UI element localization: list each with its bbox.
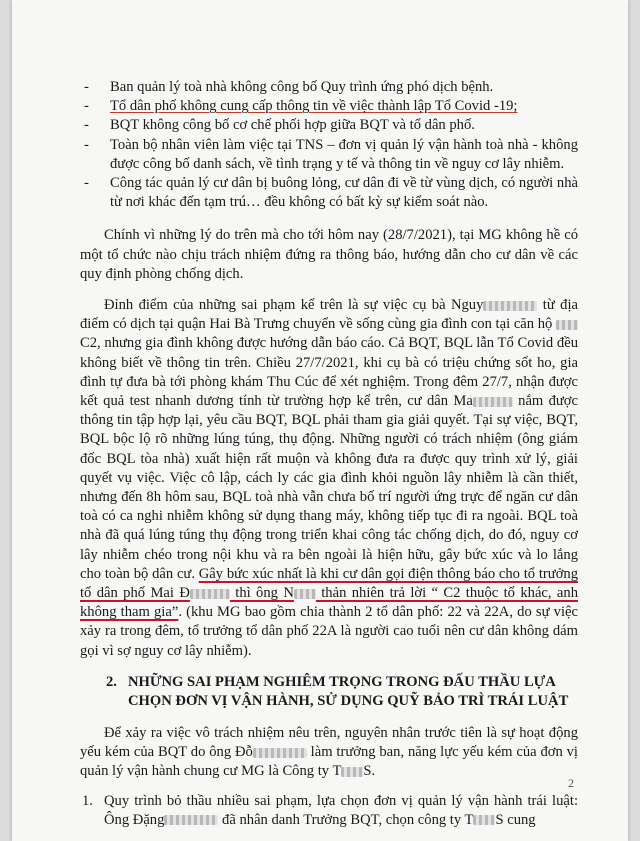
list-item: 1. Quy trình bỏ thầu nhiều sai phạm, lựa chọn đơn vị quản lý vận hành trái luật: Ông Đặng đã nhân danh Trưởng BQT, chọn công ty T S cung <box>82 792 578 828</box>
list-item: - BQT không công bố cơ chế phối hợp giữa BQT và tổ dân phố. <box>84 117 475 134</box>
redacted-name <box>483 301 537 311</box>
redacted-name <box>253 748 307 758</box>
paragraph-reason: Chính vì những lý do trên mà cho tới hôm nay (28/7/2021), tại MG không hề có một tổ chức nào chịu trách nhiệm đứng ra thông báo, hướng dẫn cho cư dân về các quy định phòng chống dịch. <box>80 227 578 282</box>
redacted-name <box>294 589 316 599</box>
bullet-list <box>80 78 578 212</box>
document-body <box>80 78 578 830</box>
redacted-name <box>473 397 513 407</box>
bullet-text: BQT không công bố cơ chế phối hợp giữa BQT và tổ dân phố. <box>110 117 475 134</box>
redacted-name <box>190 589 230 599</box>
highlighted-text: Gây bức xúc nhất là khi cư dân gọi điện thông báo cho tổ trưởng tổ dân phố Mai Đ thì ông N thản nhiên trả lời “ C2 thuộc tổ khác, anh không tham gia” <box>80 565 578 621</box>
list-item: - Công tác quản lý cư dân bị buông lỏng, cư dân đi về từ vùng dịch, có người nhà từ nơi khác đến tạm trú… đều không có bất kỳ sự kiểm soát nào. <box>84 175 578 211</box>
redacted-name <box>473 815 495 825</box>
document-page <box>12 0 628 841</box>
bullet-text: Toàn bộ nhân viên làm việc tại TNS – đơn vị quản lý vận hành toà nhà - không được công bố danh sách, về tình trạng y tế và thông tin về nguy cơ lây nhiễm. <box>110 136 578 172</box>
bullet-text: Ban quản lý toà nhà không công bố Quy trình ứng phó dịch bệnh. <box>110 79 494 95</box>
bullet-text: Công tác quản lý cư dân bị buông lỏng, cư dân đi về từ vùng dịch, có người nhà từ nơi khác đến tạm trú… đều không có bất kỳ sự kiểm soát nào. <box>110 175 578 211</box>
list-item: - Tổ dân phố không cung cấp thông tin về việc thành lập Tổ Covid -19; <box>84 98 518 115</box>
section-heading: 2. NHỮNG SAI PHẠM NGHIÊM TRỌNG TRONG ĐẤU THẦU LỰA CHỌN ĐƠN VỊ VẬN HÀNH, SỬ DỤNG QUỸ BẢO TRÌ TRÁI LUẬT <box>106 673 569 710</box>
list-item: - Toàn bộ nhân viên làm việc tại TNS – đơn vị quản lý vận hành toà nhà - không được công bố danh sách, về tình trạng y tế và thông tin về nguy cơ lây nhiễm. <box>84 136 578 172</box>
page-number: 2 <box>568 776 574 790</box>
bullet-text: Tổ dân phố không cung cấp thông tin về việc thành lập Tổ Covid -19; <box>110 98 518 115</box>
redacted-name <box>164 815 218 825</box>
list-item: - Ban quản lý toà nhà không công bố Quy trình ứng phó dịch bệnh. <box>84 79 494 95</box>
redacted-name <box>341 767 363 777</box>
paragraph-cause: Để xảy ra việc vô trách nhiệm nêu trên, nguyên nhân trước tiên là sự hoạt động yếu kém của BQT do ông Đỗ làm trưởng ban, năng lực yếu kém của đơn vị quản lý vận hành chung cư MG là Công ty T S. <box>80 724 578 780</box>
numbered-list <box>80 792 578 830</box>
redacted-apartment <box>556 320 578 330</box>
section-title: NHỮNG SAI PHẠM NGHIÊM TRỌNG TRONG ĐẤU THẦU LỰA CHỌN ĐƠN VỊ VẬN HÀNH, SỬ DỤNG QUỸ BẢO TRÌ TRÁI LUẬT <box>128 673 569 710</box>
paragraph-incident: Đỉnh điểm của những sai phạm kể trên là sự việc cụ bà Nguy từ địa điểm có dịch tại quận Hai Bà Trưng chuyển về sống cùng gia đình con tại căn hộ C2, nhưng gia đình không được hướng dẫn báo cáo. Cả BQT, BQL lẫn Tổ Covid đều không biết về thông tin trên. Chiều 27/7/2021, khi cụ bà có triệu chứng sốt ho, gia đình tự đưa bà tới phòng khám Thu Cúc để xét nghiệm. Trong đêm 27/7, nhận được kết quả test nhanh dương tính từ trường hợp kể trên, cư dân Ma nắm được thông tin tập hợp lại, yêu cầu BQT, BQL phải tham gia giải quyết. Tại sự việc, BQT, BQL bộc lộ rõ những lúng túng, thụ động. Những người có trách nhiệm (ông giám đốc BQL tòa nhà) xuất hiện rất muộn và không đưa ra được quy trình xử lý, giải quyết vụ việc. Việc cô lập, cách ly các gia đình khỏi nguồn lây nhiễm là cần thiết, nhưng đến 8h hôm sau, BQL toà nhà vẫn chưa bố trí người ứng trực để ngăn cư dân toà có ca nghi nhiễm không sử dụng thang máy, không tiếp tục đi ra ngoài. BQL toà nhà đã quá lúng túng thụ động trong triển khai công tác chống dịch, do đó, nguy cơ lây nhiễm chéo trong nội khu và ra bên ngoài là hiện hữu, gây bức xúc và lo lắng cho toàn bộ dân cư. Gây bức xúc nhất là khi cư dân gọi điện thông báo cho tổ trưởng tổ dân phố Mai Đ thì ông N thản nhiên trả lời “ C2 thuộc tổ khác, anh không tham gia”. (khu MG bao gồm chia thành 2 tổ dân phố: 22 và 22A, do sự việc xảy ra trong đêm, tổ trưởng tổ dân phố 22A là người cao tuổi nên cư dân không dám gọi vì sợ nguy cơ lây nhiễm). <box>80 297 579 659</box>
